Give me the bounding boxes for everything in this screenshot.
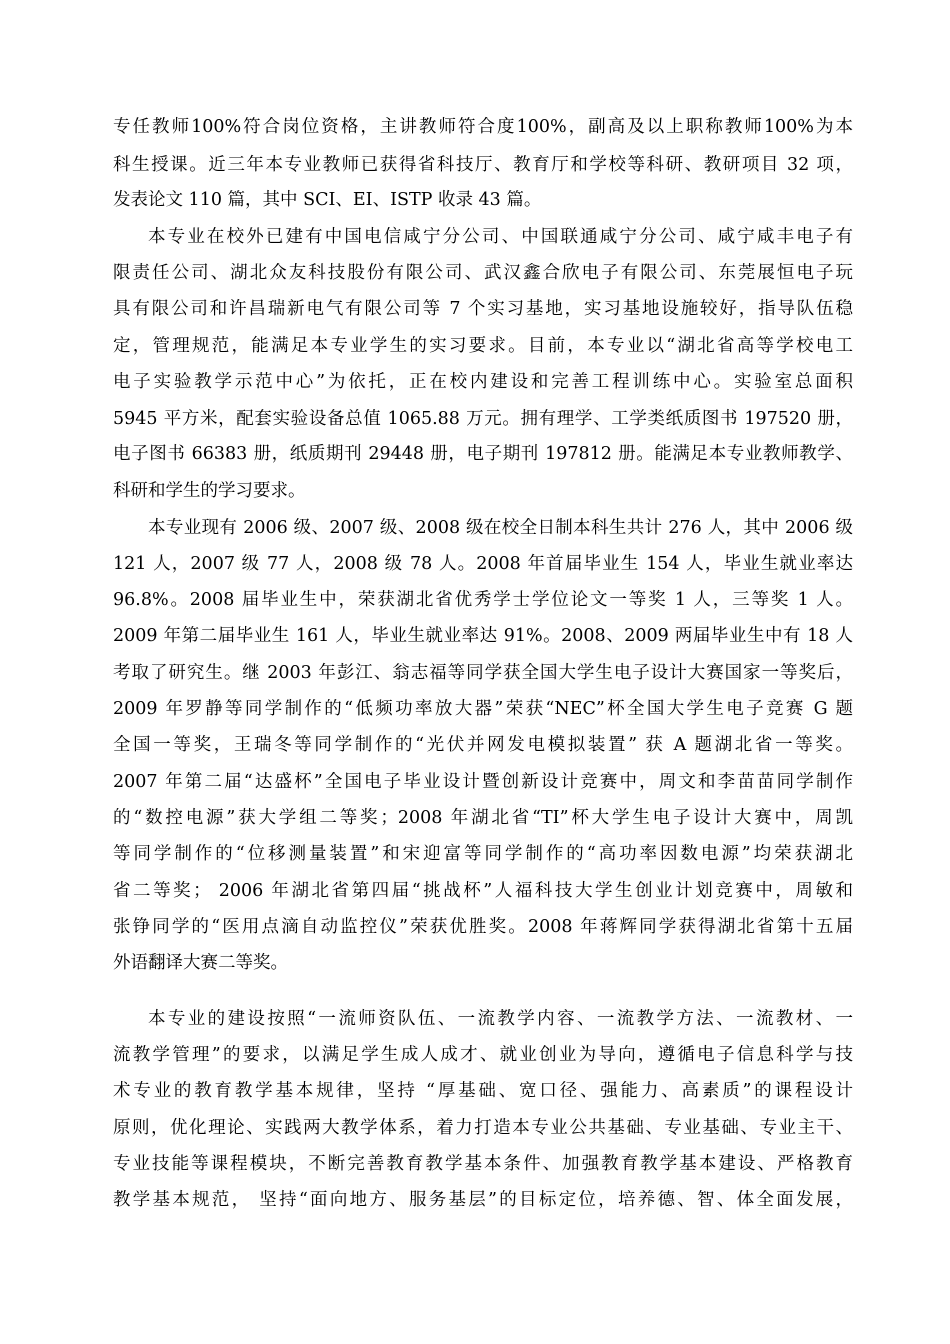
text-line: 专任教师100%符合岗位资格，主讲教师符合度100%，副高及以上职称教师100%为本 xyxy=(113,117,853,137)
text-line: 原则，优化理论、实践两大教学体系，着力打造本专业公共基础、专业基础、专业主干、 xyxy=(113,1118,853,1138)
text-line: 张铮同学的“医用点滴自动监控仪”荣获优胜奖。2008 年蒋辉同学获得湖北省第十五届 xyxy=(113,917,853,937)
text-line: 本专业的建设按照“一流师资队伍、一流教学内容、一流教学方法、一流教材、一 xyxy=(148,1009,853,1029)
text-line: 限责任公司、湖北众友科技股份有限公司、武汉鑫合欣电子有限公司、东莞展恒电子玩 xyxy=(113,263,853,283)
text-line: 外语翻译大赛二等奖。 xyxy=(113,953,288,973)
text-line: 本专业在校外已建有中国电信咸宁分公司、中国联通咸宁分公司、咸宁咸丰电子有 xyxy=(148,227,853,247)
text-line: 考取了研究生。继 2003 年彭江、翁志福等同学获全国大学生电子设计大赛国家一等奖后， xyxy=(113,663,853,683)
text-line: 定，管理规范，能满足本专业学生的实习要求。目前，本专业以“湖北省高等学校电工 xyxy=(113,336,853,356)
text-line: 术专业的教育教学基本规律，坚持 “厚基础、宽口径、强能力、高素质”的课程设计 xyxy=(113,1081,853,1101)
text-line: 5945 平方米，配套实验设备总值 1065.88 万元。拥有理学、工学类纸质图书 197520 册， xyxy=(113,409,853,429)
text-line: 96.8%。2008 届毕业生中，荣获湖北省优秀学士学位论文一等奖 1 人，三等奖 1 人。 xyxy=(113,590,853,610)
text-line: 全国一等奖，王瑞冬等同学制作的“光伏并网发电模拟装置” 获 A 题湖北省一等奖。 xyxy=(113,735,853,755)
text-line: 专业技能等课程模块，不断完善教育教学基本条件、加强教育教学基本建设、严格教育 xyxy=(113,1154,853,1174)
text-line: 2007 年第二届“达盛杯”全国电子毕业设计暨创新设计竞赛中，周文和李苗苗同学制作 xyxy=(113,772,853,792)
text-line: 电子图书 66383 册，纸质期刊 29448 册，电子期刊 197812 册。能满足本专业教师教学、 xyxy=(113,444,853,464)
text-line: 电子实验教学示范中心”为依托，正在校内建设和完善工程训练中心。实验室总面积 xyxy=(113,372,853,392)
text-line: 教学基本规范， 坚持“面向地方、服务基层”的目标定位，培养德、智、体全面发展， xyxy=(113,1190,853,1210)
text-line: 流教学管理”的要求，以满足学生成人成才、就业创业为导向，遵循电子信息科学与技 xyxy=(113,1045,853,1065)
text-line: 本专业现有 2006 级、2007 级、2008 级在校全日制本科生共计 276 人，其中 2006 级 xyxy=(148,518,853,538)
text-line: 121 人，2007 级 77 人，2008 级 78 人。2008 年首届毕业生 154 人，毕业生就业率达 xyxy=(113,554,853,574)
text-line: 2009 年罗静等同学制作的“低频功率放大器”荣获“NEC”杯全国大学生电子竞赛 G 题 xyxy=(113,699,853,719)
text-line: 2009 年第二届毕业生 161 人，毕业生就业率达 91%。2008、2009 两届毕业生中有 18 人 xyxy=(113,626,853,646)
text-line: 等同学制作的“位移测量装置”和宋迎富等同学制作的“高功率因数电源”均荣获湖北 xyxy=(113,844,853,864)
text-line: 的“数控电源”获大学组二等奖；2008 年湖北省“TI”杯大学生电子设计大赛中，周凯 xyxy=(113,808,853,828)
text-line: 省二等奖； 2006 年湖北省第四届“挑战杯”人福科技大学生创业计划竞赛中，周敏和 xyxy=(113,881,853,901)
text-line: 具有限公司和许昌瑞新电气有限公司等 7 个实习基地，实习基地设施较好，指导队伍稳 xyxy=(113,299,853,319)
text-line: 科生授课。近三年本专业教师已获得省科技厅、教育厅和学校等科研、教研项目 32 项， xyxy=(113,155,853,175)
text-line: 科研和学生的学习要求。 xyxy=(113,481,306,501)
text-line: 发表论文 110 篇，其中 SCI、EI、ISTP 收录 43 篇。 xyxy=(113,190,542,210)
